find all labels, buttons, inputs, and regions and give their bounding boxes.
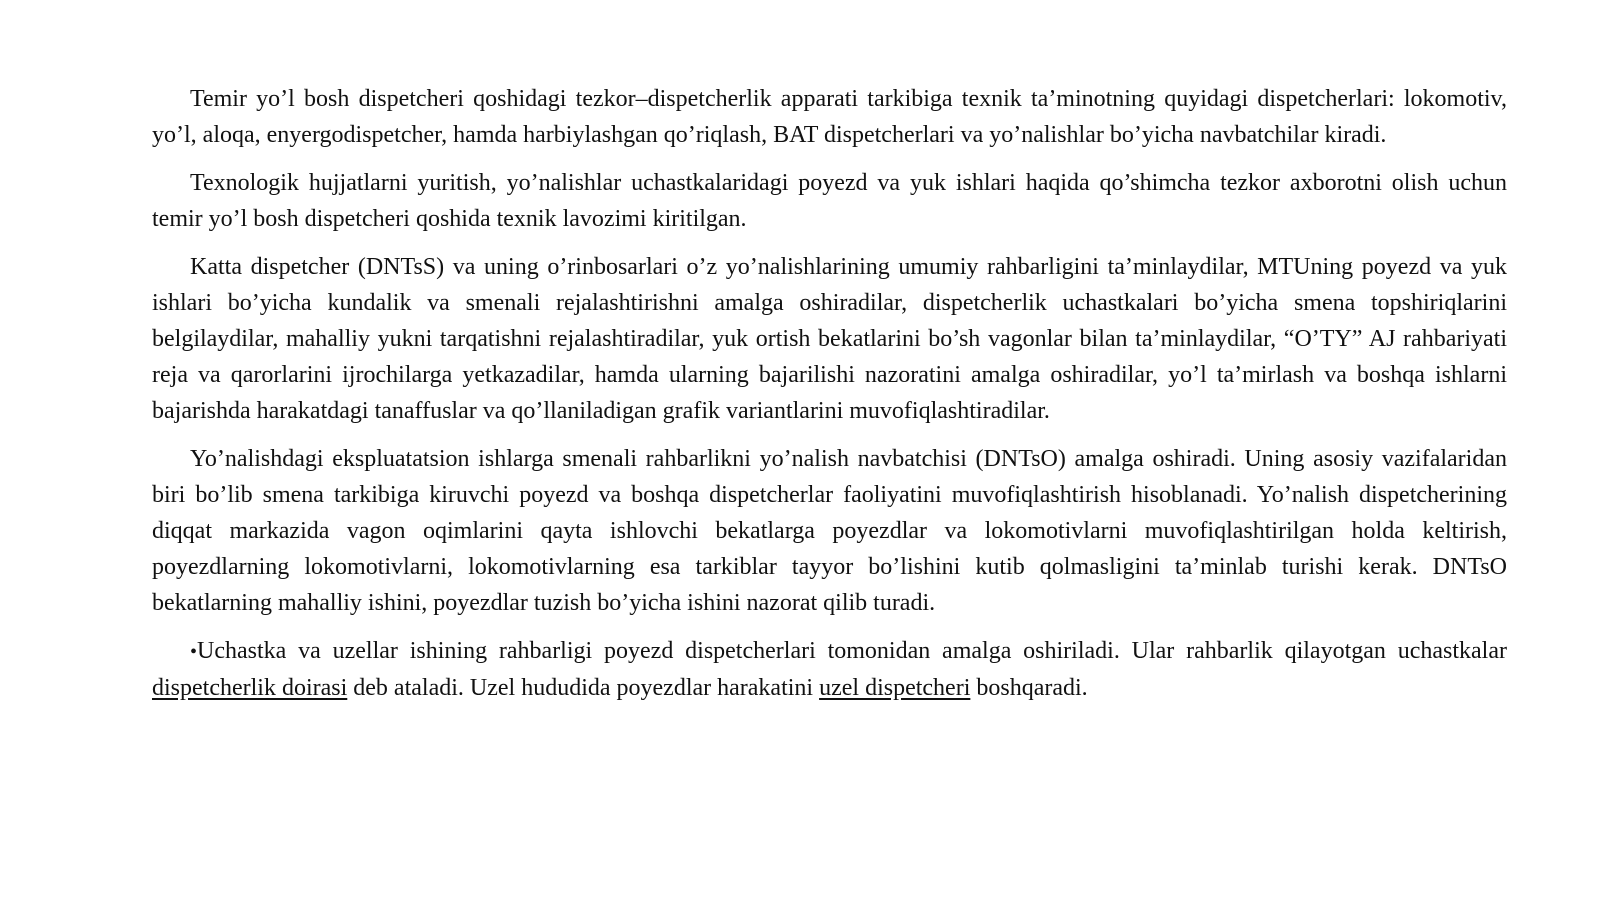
paragraph-dispatch-apparatus: Temir yo’l bosh dispetcheri qoshidagi tezkor–dispetcherlik apparati tarkibiga texnik ta’minotning quyidagi dispetcherlari: lokomotiv, yo’l, aloqa, enyergodispetcher, hamda harbiylashgan qo’riqlash, BAT dispetcherlari va yo’nalishlar bo’yicha navbatchilar kiradi.: [152, 86, 1507, 148]
term-node-dispatcher: uzel dispetcheri: [819, 675, 971, 701]
paragraph-bullet-section-dispatchers: [152, 633, 1507, 706]
paragraph-direction-duty-officer: Yo’nalishdagi ekspluatatsion ishlarga smenali rahbarlikni yo’nalish navbatchisi (DNTsO) amalga oshiradi. Uning asosiy vazifalaridan biri bo’lib smena tarkibiga kiruvchi poyezd va boshqa dispetcherlar faoliyatini muvofiqlashtirish hisoblanadi. Yo’nalish dispetcherining diqqat markazida vagon oqimlarini qayta ishlovchi bekatlarga poyezdlar va lokomotivlarni muvofiqlashtirilgan holda keltirish, poyezdlarning lokomotivlarni, lokomotivlarning esa tarkiblar tayyor bo’lishini kutib qolmasligini ta’minlab turishi kerak. DNTsO bekatlarning mahalliy ishini, poyezdlar tuzish bo’yicha ishini nazorat qilib turadi.: [152, 446, 1507, 616]
bullet-icon: •: [190, 641, 198, 663]
bullet-text-part-3: boshqaradi.: [970, 675, 1088, 701]
paragraph-technical-position: Texnologik hujjatlarni yuritish, yo’nalishlar uchastkalaridagi poyezd va yuk ishlari haqida qo’shimcha tezkor axborotni olish uchun temir yo’l bosh dispetcheri qoshida texnik lavozimi kiritilgan.: [152, 170, 1507, 232]
bullet-text-part-1: Uchastka va uzellar ishining rahbarligi poyezd dispetcherlari tomonidan amalga oshiriladi. Ular rahbarlik qilayotgan uchastkalar: [197, 638, 1507, 664]
paragraph-senior-dispatcher: Katta dispetcher (DNTsS) va uning o’rinbosarlari o’z yo’nalishlarining umumiy rahbarligini ta’minlaydilar, MTUning poyezd va yuk ishlari bo’yicha kundalik va smenali rejalashtirishni amalga oshiradilar, dispetcherlik uchastkalari bo’yicha smena topshiriqlarini belgilaydilar, mahalliy yukni tarqatishni rejalashtiradilar, yuk ortish bekatlarini bo’sh vagonlar bilan ta’minlaydilar, “O’TY” AJ rahbariyati reja va qarorlarini ijrochilarga yetkazadilar, hamda ularning bajarilishi nazoratini amalga oshiradilar, yo’l ta’mirlash va boshqa ishlarni bajarishda harakatdagi tanaffuslar va qo’llaniladigan grafik variantlarini muvofiqlashtiradilar.: [152, 254, 1507, 424]
term-dispatch-circle: dispetcherlik doirasi: [152, 675, 348, 701]
bullet-text-part-2: deb ataladi. Uzel hududida poyezdlar harakatini: [347, 675, 820, 701]
document-page: [152, 81, 1507, 718]
